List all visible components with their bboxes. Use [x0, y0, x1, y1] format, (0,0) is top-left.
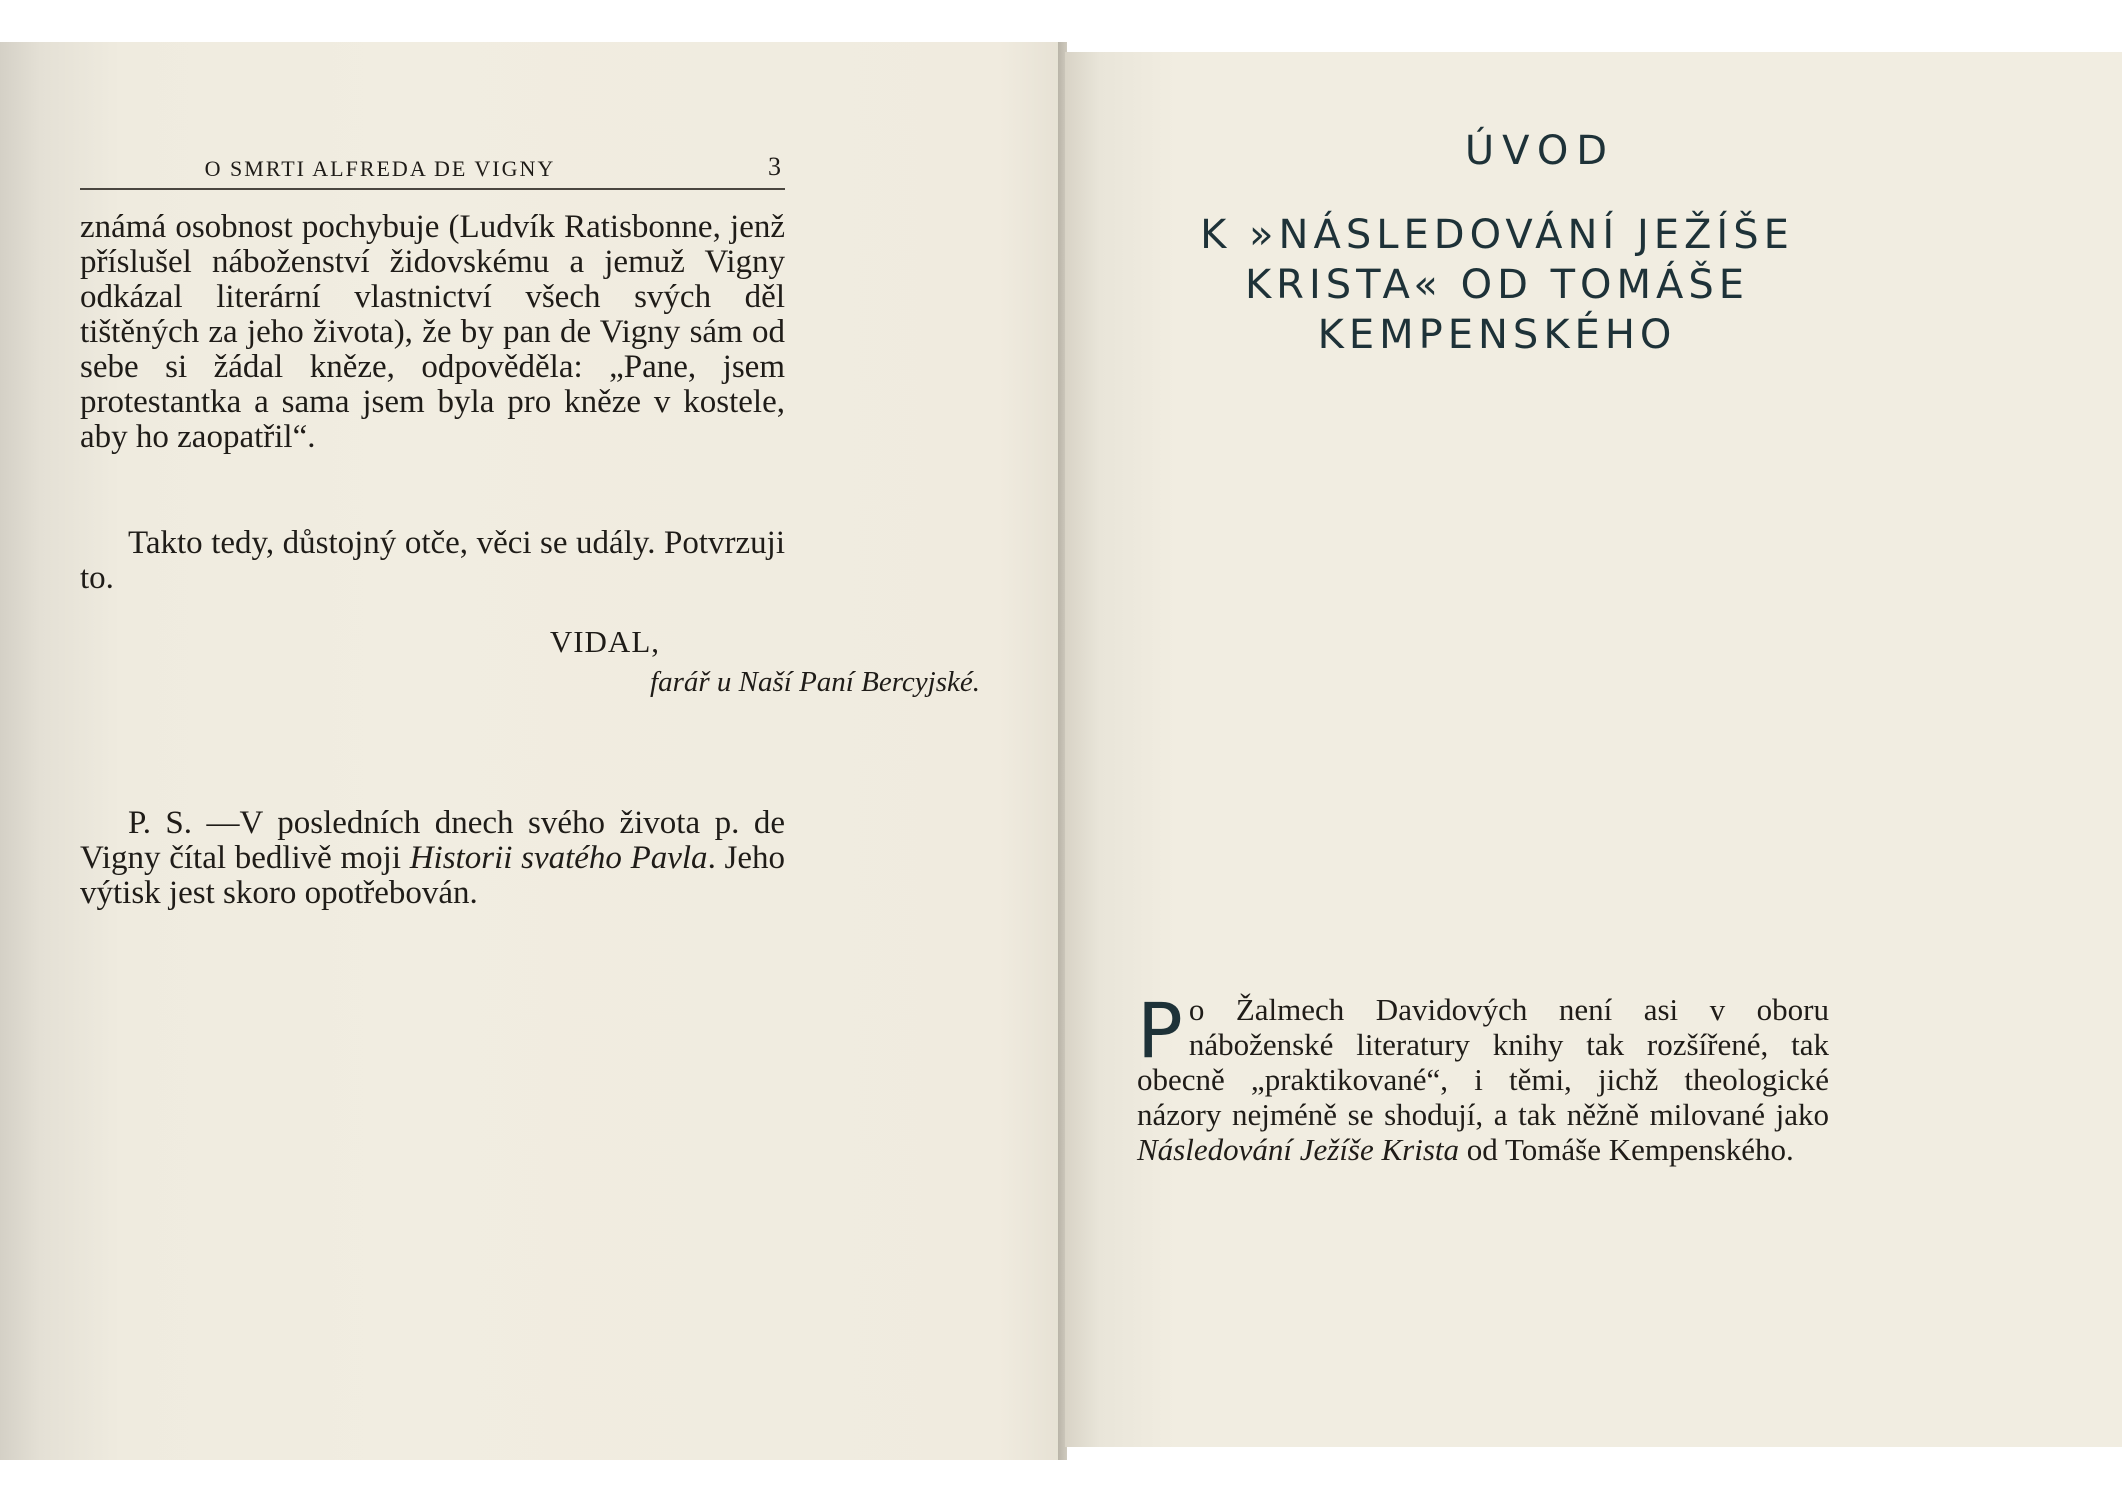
left-page [0, 42, 1060, 1460]
right-page [1065, 52, 2122, 1447]
chapter-title: K »NÁSLEDOVÁNÍ JEŽÍŠE KRISTA« OD TOMÁŠE KEMPENSKÉHO [1200, 212, 1794, 358]
drop-cap: P [1137, 986, 1183, 1075]
running-title: O SMRTI ALFREDA DE VIGNY [204, 156, 556, 181]
body-paragraph: známá osobnost pochybuje (Ludvík Ratisbonne, jenž příslušel náboženství židovskému a jemuž Vigny odkázal literární vlastnictví všech svých děl tištěných za jeho života), že by pan de Vigny sám od sebe si žádal kněze, odpověděla: „Pane, jsem protestantka a sama jsem byla pro kněze v kostele, aby ho zaopatřil“. [80, 209, 785, 455]
postscript [80, 806, 785, 911]
signature-role: farář u Naší Paní Bercyjské. [650, 666, 980, 698]
postscript-lead: P. S. —V posledních dnech svého života p. de Vigny čítal bedlivě moji [80, 805, 785, 876]
postscript-work-title: Historii svatého Pavla [409, 840, 708, 876]
intro-paragraph [1137, 986, 1829, 1167]
chapter-heading: ÚVOD [1464, 128, 1616, 174]
signature [380, 624, 980, 699]
postscript-tail: . Jeho výtisk jest skoro opotřebován. [80, 840, 785, 911]
intro-lead: o Žalmech Davidových není asi v oboru náboženské literatury knihy tak rozšířené, tak obecně „praktikované“, i těmi, jichž theologické názory nejméně se shodují, a tak něžně milované jako [1137, 992, 1829, 1132]
signature-name: VIDAL, [549, 624, 660, 659]
running-head [80, 152, 785, 190]
page-number: 3 [768, 152, 781, 181]
intro-work-title: Následování Ježíše Krista [1137, 1132, 1460, 1167]
body-paragraph: Takto tedy, důstojný otče, věci se udály. Potvrzuji to. [80, 525, 785, 596]
intro-tail: od Tomáše Kempenského. [1459, 1132, 1794, 1167]
